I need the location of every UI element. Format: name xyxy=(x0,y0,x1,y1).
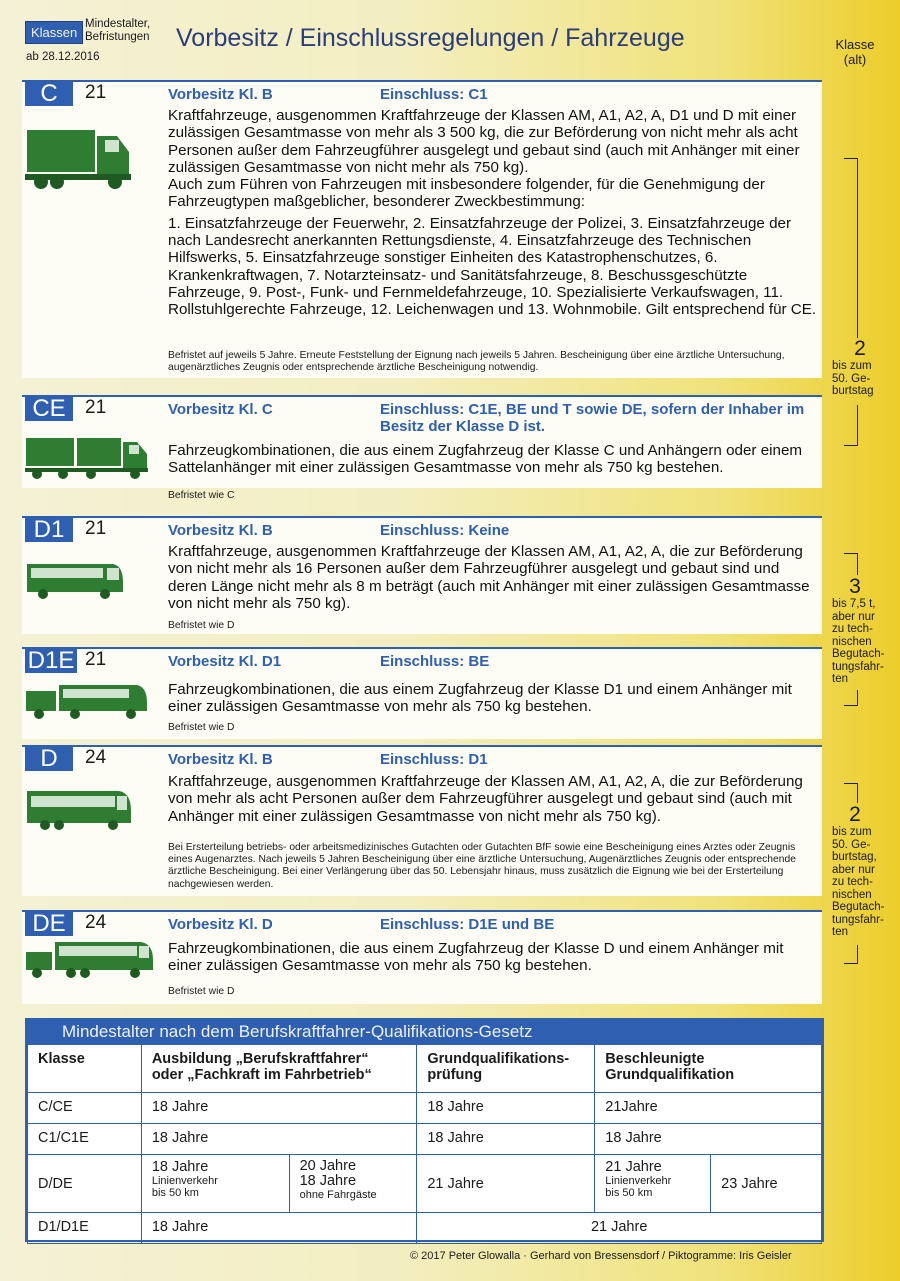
header-min-line2: Befristungen xyxy=(85,31,150,43)
minibus-icon xyxy=(25,558,125,600)
side-line: tungsfahr- xyxy=(832,913,884,926)
th-line: oder „Fachkraft im Fahrbetrieb“ xyxy=(151,1067,372,1083)
old-class-3 xyxy=(832,576,892,686)
einschluss: Einschluss: D1 xyxy=(380,751,488,768)
side-line: zu tech- xyxy=(832,876,873,888)
side-line: Begutach- xyxy=(832,901,885,913)
side-line: nischen xyxy=(832,635,872,648)
side-line: 50. Ge- xyxy=(832,372,871,385)
min-age: 21 xyxy=(85,649,107,670)
bracket-c-upper xyxy=(844,158,858,338)
bus-trailer-icon xyxy=(25,938,157,980)
einschluss: Einschluss: C1 xyxy=(380,86,488,103)
cell-sub: Linienverkehr xyxy=(605,1175,672,1187)
section-ce xyxy=(22,395,822,501)
cell-ausbildung-a xyxy=(141,1155,289,1213)
description-text-3: 1. Einsatzfahrzeuge der Feuerwehr, 2. Einsatzfahrzeuge der Polizei, 3. Einsatzfahrzeuge der nach Landesrecht anerkannten Rettungsdienste, 4. Einsatzfahrzeuge des Technischen Hilfswerks, 5. Einsatzfahrzeuge sonstiger Einheiten des Katastrophenschutzes, 6. Krankenkraftwagen, 7. Notarzteinsatz- und Sanitätsfahrzeuge, 8. Beschussgeschützte Fahrzeuge, 9. Post-, Funk- und Fernmeldefahrzeuge, 10. Spezialisierte Verkaufswagen, 11. Rollstuhlgerechte Fahrzeuge, 12. Leichenwagen und 13. Wohnmobile. Gilt entsprechend für CE. xyxy=(168,214,817,319)
alt-label: (alt) xyxy=(843,52,867,67)
befristet-note: Befristet wie C xyxy=(168,490,235,501)
th-line: prüfung xyxy=(427,1067,483,1083)
einschluss: Einschluss: Keine xyxy=(380,522,510,539)
bracket-c-lower xyxy=(844,405,858,445)
bracket-d1-lower xyxy=(844,690,858,705)
cell-klasse: C1/C1E xyxy=(28,1124,142,1155)
header-date: ab 28.12.2016 xyxy=(26,51,100,63)
vorbesitz: Vorbesitz Kl. D1 xyxy=(168,653,282,670)
page-title: Vorbesitz / Einschlussregelungen / Fahrzeuge xyxy=(176,24,685,52)
old-class-number: 2 xyxy=(854,337,866,360)
class-code: CE xyxy=(25,397,73,421)
copyright-footer: © 2017 Peter Glowalla · Gerhard von Bressensdorf / Piktogramme: Iris Geisler xyxy=(410,1250,792,1262)
truck-trailer-icon xyxy=(25,432,150,480)
header-min-line1: Mindestalter, xyxy=(85,18,151,30)
old-class-number: 2 xyxy=(849,803,861,826)
th-line: Grundqualifikations- xyxy=(427,1051,570,1067)
table-row xyxy=(28,1093,822,1124)
th-line: Beschleunigte xyxy=(605,1051,705,1067)
old-class-number: 3 xyxy=(849,575,861,598)
cell-grund: 21 Jahre xyxy=(417,1155,595,1213)
klassen-badge: Klassen xyxy=(25,21,83,44)
header-mindestalter xyxy=(85,18,150,44)
side-line: 50. Ge- xyxy=(832,838,871,851)
class-code: DE xyxy=(25,912,73,936)
truck-icon xyxy=(25,124,135,192)
th-line: Ausbildung „Berufskraftfahrer“ xyxy=(151,1051,369,1067)
th-beschleunigt xyxy=(595,1045,822,1093)
description xyxy=(168,107,818,319)
cell-klasse: D/DE xyxy=(28,1155,142,1213)
bracket-bottom-c xyxy=(844,445,858,446)
cell-value: 18 Jahre xyxy=(151,1159,209,1175)
min-age: 21 xyxy=(85,397,107,418)
bracket-d-lower xyxy=(844,945,858,963)
table-row xyxy=(28,1124,822,1155)
klasse-label: Klasse xyxy=(835,37,875,52)
vorbesitz: Vorbesitz Kl. B xyxy=(168,751,273,768)
old-class-2-b xyxy=(832,804,892,939)
section-de xyxy=(22,910,822,1004)
cell-ausbildung: 18 Jahre xyxy=(141,1213,417,1244)
class-code: D1E xyxy=(25,649,77,673)
side-line: aber nur xyxy=(832,863,875,876)
th-grundqualifikation xyxy=(417,1045,595,1093)
header-klasse-alt xyxy=(815,37,895,67)
side-line: tungsfahr- xyxy=(832,660,884,673)
section-d xyxy=(22,745,822,896)
bracket-bottom-d xyxy=(844,963,858,964)
description: Fahrzeugkombinationen, die aus einem Zugfahrzeug der Klasse C und Anhängern oder einem Sattelanhänger mit einer zulässigen Gesamtmasse von mehr als 750 kg bestehen. xyxy=(168,442,803,477)
side-line: zu tech- xyxy=(832,623,873,635)
bracket-d1-upper xyxy=(844,553,858,575)
description: Fahrzeugkombinationen, die aus einem Zugfahrzeug der Klasse D und einem Anhänger mit einer zulässigen Gesamtmasse von mehr als 750 kg bestehen. xyxy=(168,940,784,975)
cell-sub: ohne Fahrgäste xyxy=(299,1189,377,1201)
section-c xyxy=(22,80,822,378)
einschluss: Einschluss: BE xyxy=(380,653,490,670)
description-text: Kraftfahrzeuge, ausgenommen Kraftfahrzeuge der Klassen AM, A1, A2, A, D1 und D mit einer zulässigen Gesamtmasse von mehr als 3 500 kg, die zur Beförderung von nicht mehr als acht Personen außer dem Fahrzeugführer ausgelegt und gebaut sind (auch mit Anhänger mit einer zulässigen Gesamtmasse von nicht mehr als 750 kg). xyxy=(168,107,800,176)
description-text-2: Auch zum Führen von Fahrzeugen mit insbesondere folgender, für die Genehmigung der Fahrzeugtypen maßgeblicher, besonderer Zweckbestimmung: xyxy=(168,176,765,211)
cell-grund: 18 Jahre xyxy=(417,1093,595,1124)
side-line: Begutach- xyxy=(832,648,885,660)
befristet-note: Bei Ersterteilung betriebs- oder arbeitsmedizinisches Gutachten oder Gutachten BfF sowie eine Bescheinigung eines Arztes oder Zeugnis eines Augenarztes. Nach jeweils 5 Jahren Bescheinigung über eine ärztliche Untersuchung, Augenärztliches Zeugnis oder entsprechende ärztliche Bescheinigung. Bei einer Verlängerung über das 50. Lebensjahr hinaus, muss zusätzlich die Eignung wie bei der Ersterteilung nachgewiesen werden. xyxy=(168,842,796,890)
cell-sub: Linienverkehr xyxy=(151,1175,218,1187)
page-header xyxy=(0,0,900,80)
cell-ausbildung: 18 Jahre xyxy=(141,1093,417,1124)
side-line: ten xyxy=(832,926,848,938)
side-line: aber nur xyxy=(832,610,875,623)
th-klasse: Klasse xyxy=(28,1045,142,1093)
age-table xyxy=(27,1044,822,1244)
old-class-2-a xyxy=(832,338,888,398)
th-line: Grundqualifikation xyxy=(605,1067,735,1083)
befristet-note: Befristet wie D xyxy=(168,986,235,997)
einschluss: Einschluss: D1E und BE xyxy=(380,916,555,933)
bkrfqg-table xyxy=(25,1018,824,1242)
bracket-bottom-d1 xyxy=(844,705,858,706)
side-line: nischen xyxy=(832,888,872,901)
cell-klasse: D1/D1E xyxy=(28,1213,142,1244)
cell-grund-beschl: 21 Jahre xyxy=(417,1213,822,1244)
side-line: bis zum xyxy=(832,826,872,838)
cell-ausbildung-b xyxy=(289,1155,417,1213)
cell-klasse: C/CE xyxy=(28,1093,142,1124)
min-age: 21 xyxy=(85,82,107,103)
side-line: burtstag, xyxy=(832,851,877,863)
cell-grund: 18 Jahre xyxy=(417,1124,595,1155)
side-line: ten xyxy=(832,673,848,685)
class-code: D xyxy=(25,747,73,771)
table-header-row xyxy=(28,1045,822,1093)
section-d1e xyxy=(22,647,822,739)
side-line: bis 7,5 t, xyxy=(832,598,876,610)
befristet-note: Befristet wie D xyxy=(168,722,235,733)
class-code: C xyxy=(25,82,73,106)
befristet-note: Befristet auf jeweils 5 Jahre. Erneute Feststellung der Eignung nach jeweils 5 Jahren. Bescheinigung über eine ärztliche Untersuchung, augenärztliches Zeugnis oder entsprechende ärztliche Bescheinigung notwendig. xyxy=(168,350,785,374)
einschluss: Einschluss: C1E, BE und T sowie DE, sofern der Inhaber im Besitz der Klasse D ist. xyxy=(380,401,805,435)
side-line: bis zum xyxy=(832,360,872,372)
cell-value: 21 Jahre xyxy=(605,1159,662,1175)
vorbesitz: Vorbesitz Kl. D xyxy=(168,916,273,933)
cell-value: 18 Jahre xyxy=(299,1173,357,1189)
cell-beschl: 18 Jahre xyxy=(595,1124,822,1155)
class-code: D1 xyxy=(25,518,73,542)
vorbesitz: Vorbesitz Kl. C xyxy=(168,401,273,418)
table-row xyxy=(28,1155,822,1213)
bracket-d-upper xyxy=(844,783,858,803)
th-ausbildung xyxy=(141,1045,417,1093)
cell-beschl-a xyxy=(595,1155,711,1213)
min-age: 24 xyxy=(85,747,107,768)
min-age: 21 xyxy=(85,518,107,539)
cell-sub: bis 50 km xyxy=(151,1187,199,1199)
table-row xyxy=(28,1213,822,1244)
cell-ausbildung: 18 Jahre xyxy=(141,1124,417,1155)
befristet-note: Befristet wie D xyxy=(168,620,235,631)
cell-value: 20 Jahre xyxy=(299,1158,357,1174)
vorbesitz: Vorbesitz Kl. B xyxy=(168,522,273,539)
cell-sub: bis 50 km xyxy=(605,1187,653,1199)
cell-beschl-b: 23 Jahre xyxy=(711,1155,822,1213)
cell-beschl: 21Jahre xyxy=(595,1093,822,1124)
vorbesitz: Vorbesitz Kl. B xyxy=(168,86,273,103)
bus-icon xyxy=(25,785,135,831)
minibus-trailer-icon xyxy=(25,681,150,721)
description: Fahrzeugkombinationen, die aus einem Zugfahrzeug der Klasse D1 und einem Anhänger mit einer zulässigen Gesamtmasse von mehr als 750 kg bestehen. xyxy=(168,681,792,716)
section-d1 xyxy=(22,516,822,634)
min-age: 24 xyxy=(85,912,107,933)
table-title: Mindestalter nach dem Berufskraftfahrer-Qualifikations-Gesetz xyxy=(27,1020,822,1044)
description: Kraftfahrzeuge, ausgenommen Kraftfahrzeuge der Klassen AM, A1, A2, A, die zur Beförderung von mehr als acht Personen außer dem Fahrzeugführer ausgelegt und gebaut sind (auch mit Anhänger mit einer zulässigen Gesamtmasse von nicht mehr als 750 kg). xyxy=(168,773,803,825)
side-line: burtstag xyxy=(832,385,874,397)
description: Kraftfahrzeuge, ausgenommen Kraftfahrzeuge der Klassen AM, A1, A2, A, die zur Beförderung von nicht mehr als 16 Personen außer dem Fahrzeugführer ausgelegt und gebaut sind und deren Länge nicht mehr als 8 m beträgt (auch mit Anhänger mit einer zulässigen Gesamtmasse von nicht mehr als 750 kg). xyxy=(168,543,810,612)
